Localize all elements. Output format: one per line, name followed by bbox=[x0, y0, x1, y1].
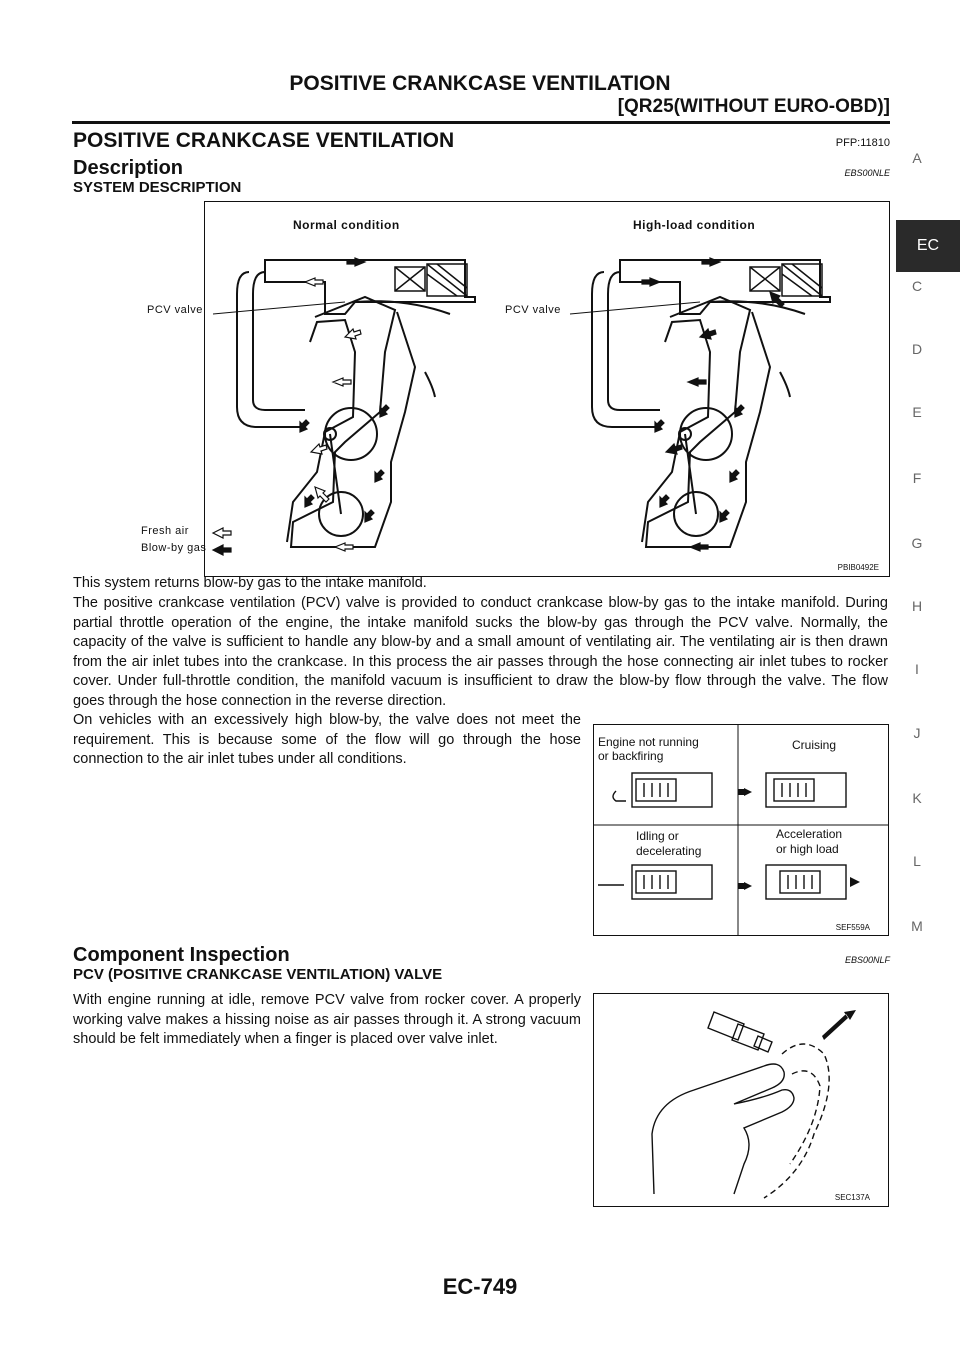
figure-code: SEC137A bbox=[834, 1193, 870, 1202]
high-load-condition-label: High-load condition bbox=[633, 218, 756, 232]
pcv-valve-label-right: PCV valve bbox=[505, 304, 561, 316]
quadrant-label: Acceleration bbox=[776, 827, 843, 841]
blow-by-gas-arrow-icon bbox=[213, 545, 231, 555]
figure-code: SEF559A bbox=[835, 923, 870, 932]
pcv-valve-label-left: PCV valve bbox=[147, 304, 203, 316]
quadrant-label: or high load bbox=[776, 842, 839, 856]
running-header-subtitle: [QR25(WITHOUT EURO-OBD)] bbox=[617, 96, 890, 117]
quadrant-label: or backfiring bbox=[598, 749, 664, 763]
section-index-f[interactable]: F bbox=[912, 470, 922, 486]
part-number: PFP:11810 bbox=[835, 137, 890, 149]
section-index-h[interactable]: H bbox=[911, 598, 923, 614]
section-index-l[interactable]: L bbox=[913, 853, 921, 869]
running-header-title: POSITIVE CRANKCASE VENTILATION bbox=[289, 72, 671, 95]
component-inspection-heading: Component Inspection bbox=[73, 944, 290, 966]
description-heading: Description bbox=[73, 157, 184, 179]
pcv-valve-finger-test-figure bbox=[593, 993, 889, 1207]
fresh-air-arrow-icon bbox=[213, 528, 231, 538]
page-number: EC-749 bbox=[442, 1274, 518, 1299]
section-index-a[interactable]: A bbox=[912, 150, 922, 166]
paragraph-intro: This system returns blow-by gas to the intake manifold. bbox=[73, 575, 427, 591]
figure-code: PBIB0492E bbox=[837, 563, 879, 572]
section-index bbox=[896, 0, 960, 1358]
section-index-ec-active[interactable]: EC bbox=[896, 220, 960, 272]
paragraph-pcv-function: The positive crankcase ventilation (PCV) valve is provided to conduct crankcase blow-by gas to the intake manifold. During partial throttle operation of the engine, the intake manifold sucks the blow-by gas through the PCV valve. Normally, the capacity of the valve is sufficient to handle any blow-by and a small amount of ventilating air. The ventilating air is then drawn from the air inlet tubes into the crankcase. In this process the air passes through the hose connecting air inlet tubes to rocker cover. Under full-throttle condition, the manifold vacuum is insufficient to draw the blow-by flow through the valve. The flow goes through the hose connection in the reverse direction. bbox=[73, 595, 888, 709]
normal-condition-label: Normal condition bbox=[293, 218, 400, 232]
section-index-k[interactable]: K bbox=[912, 790, 922, 806]
section-index-e[interactable]: E bbox=[912, 404, 922, 420]
quadrant-idling bbox=[636, 829, 701, 859]
section-index-j[interactable]: J bbox=[913, 725, 921, 741]
quadrant-cruising: Cruising bbox=[792, 738, 837, 752]
header-rule bbox=[72, 121, 890, 124]
pcv-system-diagram bbox=[205, 202, 889, 576]
section-index-m[interactable]: M bbox=[911, 918, 923, 934]
section-index-i[interactable]: I bbox=[915, 661, 919, 677]
finger-test-diagram bbox=[594, 994, 888, 1206]
system-description-heading: SYSTEM DESCRIPTION bbox=[73, 179, 242, 196]
pcv-system-figure bbox=[141, 201, 890, 577]
component-inspection-code: EBS00NLF bbox=[844, 955, 890, 965]
paragraph-high-blowby: On vehicles with an excessively high blow-by, the valve does not meet the requirement. This is because some of the flow will go through the hose connection to the air inlet tubes under all conditions. bbox=[73, 712, 581, 768]
pcv-valve-states-figure bbox=[593, 724, 889, 936]
quadrant-label: Engine not running bbox=[598, 735, 699, 749]
quadrant-label: decelerating bbox=[636, 844, 702, 858]
quadrant-acceleration bbox=[776, 827, 842, 857]
paragraph-inspection: With engine running at idle, remove PCV valve from rocker cover. A properly working valve makes a hissing noise as air passes through it. A strong vacuum should be felt immediately when a finger is placed over valve inlet. bbox=[73, 992, 581, 1048]
pcv-valve-heading: PCV (POSITIVE CRANKCASE VENTILATION) VALVE bbox=[73, 966, 443, 983]
legend-blow-by-gas: Blow-by gas bbox=[141, 542, 207, 554]
legend-fresh-air: Fresh air bbox=[141, 525, 189, 537]
section-index-g[interactable]: G bbox=[911, 535, 923, 551]
description-code: EBS00NLE bbox=[844, 168, 890, 178]
quadrant-engine-not-running bbox=[598, 735, 699, 763]
section-index-c[interactable]: C bbox=[911, 278, 923, 294]
quadrant-label: Idling or bbox=[636, 829, 679, 843]
section-index-d[interactable]: D bbox=[911, 341, 923, 357]
page-title: POSITIVE CRANKCASE VENTILATION bbox=[73, 129, 455, 152]
